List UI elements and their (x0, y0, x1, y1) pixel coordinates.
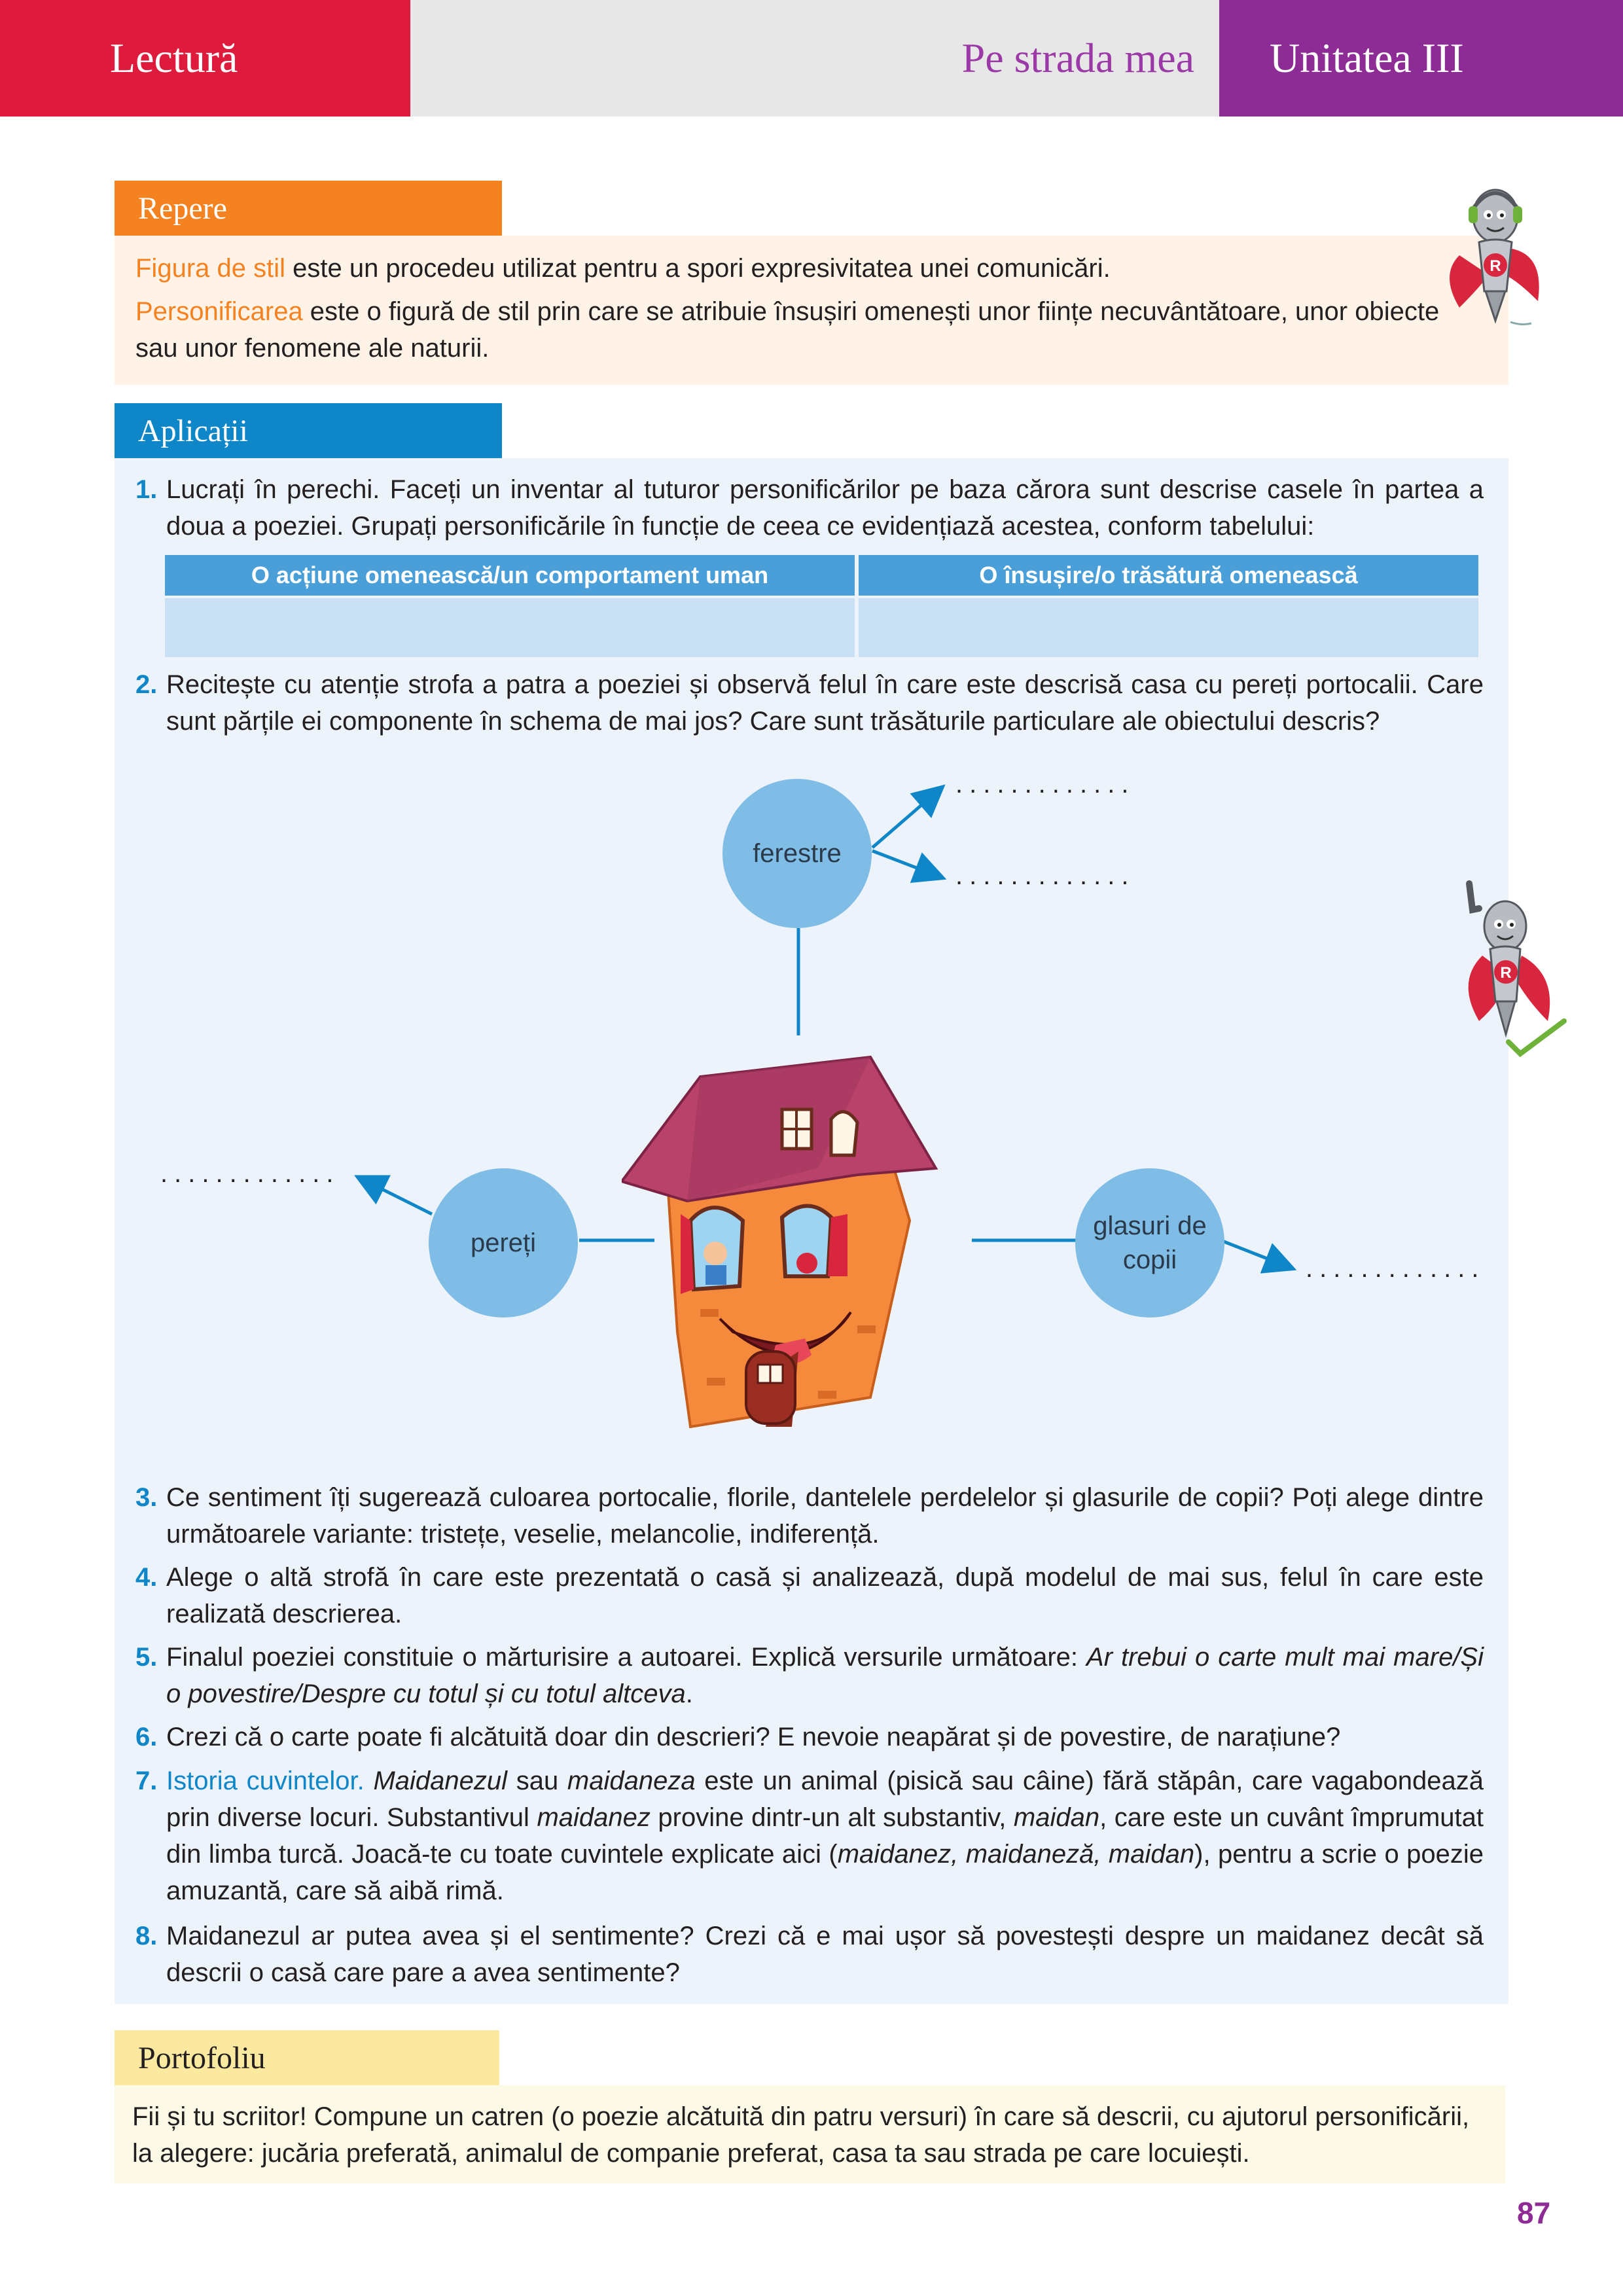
answer-dots-ferestre-2: ............. (955, 861, 1135, 890)
aplicatii-panel (115, 458, 1512, 2004)
question-3: 3. Ce sentiment îți sugerează culoarea portocalie, florile, dantelele perdelelor și glasurile de copii? Poți alege dintre următoarele variante: tristețe, veselie, melancolie, indiferență. (135, 1483, 1484, 1549)
header-section-label: Lectură (110, 35, 238, 81)
table-header-actions: O acțiune omenească/un comportament uman (165, 555, 855, 596)
answer-dots-pereti: ............. (160, 1159, 340, 1188)
answer-dots-ferestre-1: ............. (955, 770, 1135, 798)
term-personificarea: Personificarea (135, 297, 303, 326)
istoria-cuvintelor-label: Istoria cuvintelor. (166, 1767, 365, 1795)
header-lesson (410, 0, 1219, 117)
question-2: 2. Recitește cu atenție strofa a patra a poeziei și observă felul în care este descrisă casa cu pereți portocalii. Care sunt părțile ei componente în schema de mai jos? Care sunt trăsăturile particulare ale obiectului descris? (135, 670, 1484, 736)
diagram-node-glasuri: glasuri de copii (1075, 1168, 1224, 1318)
repere-line-1: Figura de stil este un procedeu utilizat pentru a spori expresivitatea unei comunicări. (135, 254, 1111, 283)
portofoliu-panel (115, 2085, 1505, 2183)
question-7: 7. Istoria cuvintelor. Maidanezul sau maidaneza este un animal (pisică sau câine) fără stăpân, care vagabondează prin diverse locuri. Substantivul maidanez provine dintr-un alt substantiv, maidan, care este un cuvânt împrumutat din limba turcă. Joacă-te cu toate cuvintele explicate aici (maidanez, maidaneză, maidan), pentru a scrie o poezie amuzantă, care să aibă rimă. (135, 1767, 1484, 1905)
header-unit (1219, 0, 1623, 117)
answer-dots-glasuri: ............. (1306, 1254, 1486, 1283)
repere-tab (115, 181, 502, 236)
question-1: 1. Lucrați în perechi. Faceți un inventar al tuturor personificărilor pe baza cărora sunt descrise casele în partea a doua a poeziei. Grupați personificările în funcție de ceea ce evidențiază acestea, conform tabelului: (135, 475, 1484, 541)
mascot-pen-headphones-icon (1433, 177, 1551, 334)
repere-title: Repere (138, 190, 227, 226)
page-number: 87 (1517, 2196, 1551, 2230)
svg-text:R: R (1489, 257, 1501, 275)
portofoliu-tab (115, 2030, 499, 2085)
question-6: 6. Crezi că o carte poate fi alcătuită doar din descrieri? E nevoie neapărat și de povestire, de narațiune? (135, 1723, 1341, 1751)
diagram-node-ferestre: ferestre (722, 779, 872, 928)
question-8: 8. Maidanezul ar putea avea și el sentimente? Crezi că e mai ușor să povestești despre un maidanez decât să descrii o casă care pare a avea sentimente? (135, 1922, 1484, 1987)
header-section (0, 0, 410, 117)
repere-line-2: Personificarea este o figură de stil prin care se atribuie însușiri omenești unor ființe necuvântătoare, unor obiecte sau unor fenomene ale naturii. (135, 297, 1440, 363)
header-unit-label: Unitatea III (1270, 35, 1464, 81)
aplicatii-title: Aplicații (138, 413, 248, 448)
portofoliu-title: Portofoliu (138, 2040, 266, 2075)
quoted-verses: Ar trebui o carte mult mai mare/Și o povestire/Despre cu totul și cu totul altceva (166, 1643, 1484, 1708)
svg-text:R: R (1500, 964, 1512, 982)
mascot-pen-cape-icon (1443, 870, 1567, 1060)
term-figura-de-stil: Figura de stil (135, 254, 285, 283)
aplicatii-tab (115, 403, 502, 458)
question-4: 4. Alege o altă strofă în care este prezentată o casă și analizează, după modelul de mai sus, felul în care este realizată descrierea. (135, 1563, 1484, 1628)
header-lesson-label: Pe strada mea (961, 35, 1194, 81)
portofoliu-text: Fii și tu scriitor! Compune un catren (o poezie alcătuită din patru versuri) în care să descrii, cu ajutorul personificării, la alegere: jucăria preferată, animalul de companie preferat, casa ta sau strada pe care locuiești. (132, 2102, 1470, 2168)
smiling-house-illustration (622, 1050, 988, 1430)
question-5: 5. Finalul poeziei constituie o mărturisire a autoarei. Explică versurile următoare: Ar trebui o carte mult mai mare/Și o povestire/Despre cu totul și cu totul altceva. (135, 1643, 1484, 1708)
repere-panel (115, 236, 1508, 385)
diagram-node-pereti: pereți (429, 1168, 578, 1318)
table-header-traits: O însușire/o trăsătură omenească (859, 555, 1478, 596)
